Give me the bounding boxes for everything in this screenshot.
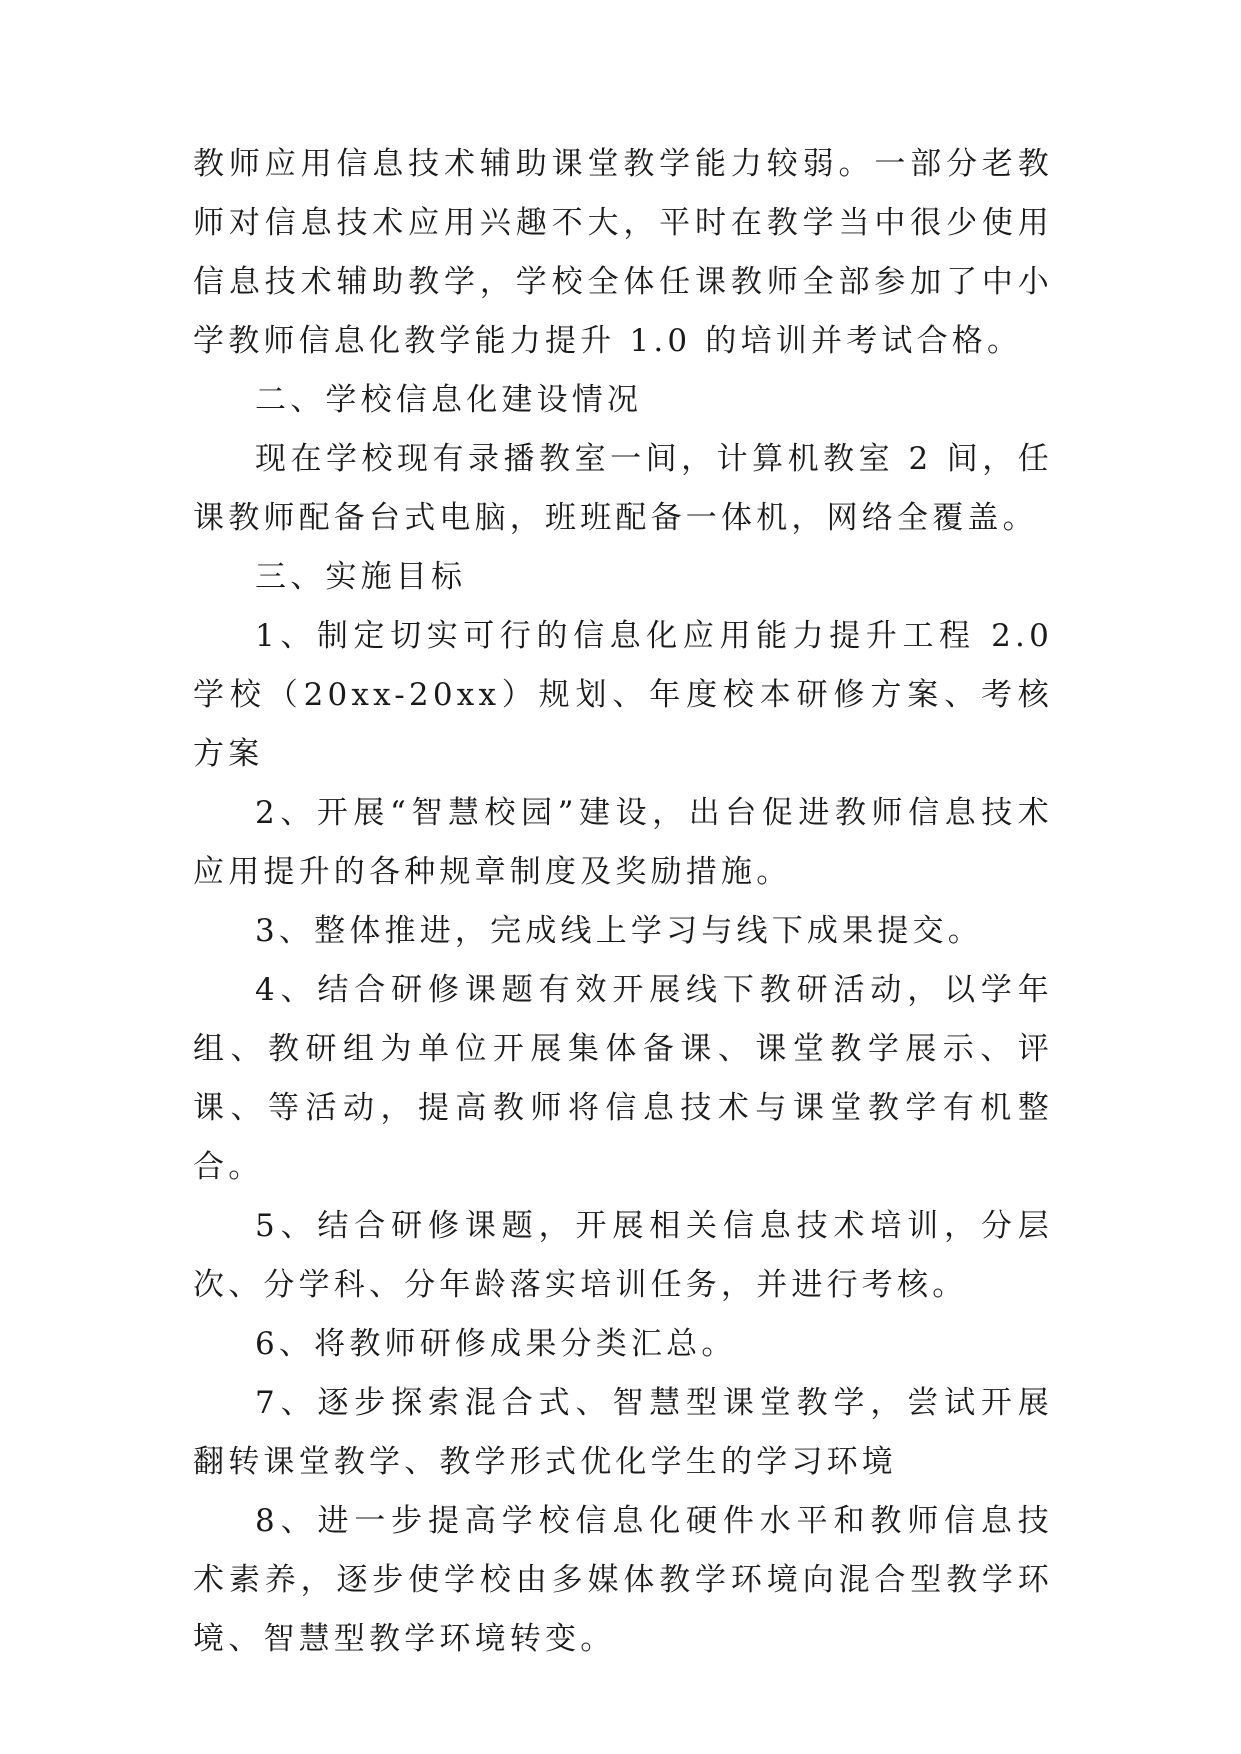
goal-item-1: 1、制定切实可行的信息化应用能力提升工程 2.0 学校（20xx-20xx）规划、年度校本研修方案、考核方案 [193, 618, 1053, 772]
goal-item-2: 2、开展“智慧校园”建设，出台促进教师信息技术应用提升的各种规章制度及奖励措施。 [193, 795, 1053, 890]
goal-item-4: 4、结合研修课题有效开展线下教研活动，以学年组、教研组为单位开展集体备课、课堂教学展示、评课、等活动，提高教师将信息技术与课堂教学有机整合。 [193, 972, 1053, 1185]
goal-item-3: 3、整体推进，完成线上学习与线下成果提交。 [255, 913, 983, 949]
section-heading-informatization: 二、学校信息化建设情况 [255, 382, 643, 418]
goal-item-7: 7、逐步探索混合式、智慧型课堂教学，尝试开展翻转课堂教学、教学形式优化学生的学习环境 [193, 1385, 1053, 1480]
section-heading-goals: 三、实施目标 [255, 559, 467, 595]
document-page [193, 135, 1053, 1669]
paragraph-facilities: 现在学校现有录播教室一间，计算机教室 2 间，任课教师配备台式电脑，班班配备一体机，网络全覆盖。 [193, 441, 1053, 536]
goal-item-8: 8、进一步提高学校信息化硬件水平和教师信息技术素养，逐步使学校由多媒体教学环境向混合型教学环境、智慧型教学环境转变。 [193, 1503, 1053, 1657]
goal-item-5: 5、结合研修课题，开展相关信息技术培训，分层次、分学科、分年龄落实培训任务，并进行考核。 [193, 1208, 1053, 1303]
paragraph-intro-continuation: 教师应用信息技术辅助课堂教学能力较弱。一部分老教师对信息技术应用兴趣不大，平时在教学当中很少使用信息技术辅助教学，学校全体任课教师全部参加了中小学教师信息化教学能力提升 1.0 的培训并考试合格。 [193, 146, 1053, 359]
goal-item-6: 6、将教师研修成果分类汇总。 [255, 1326, 737, 1362]
